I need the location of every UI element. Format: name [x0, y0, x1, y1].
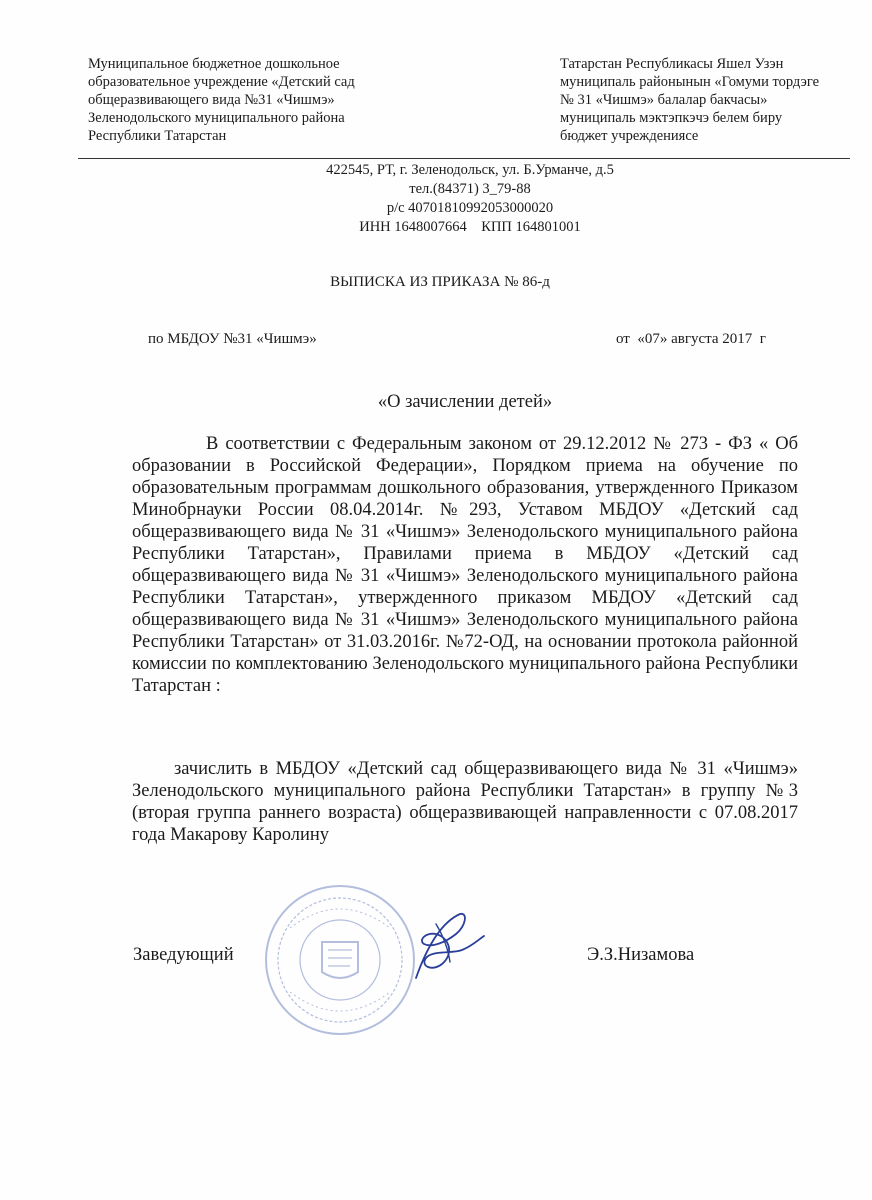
order-subject: «О зачислении детей» — [377, 392, 553, 412]
header-institution-tt: Татарстан Республикасы Яшел Узэн муниципаль районынын «Гомуми тордэге № 31 «Чишмэ» балалар бакчасы» муниципаль мэктэпкэчэ белем биру бюджет учреждениясе — [560, 56, 820, 144]
order-body-paragraph: В соответствии с Федеральным законом от 29.12.2012 № 273 - ФЗ « Об образовании в Российской Федерации», Порядком приема на обучение по образовательным программам дошкольного образования, утвержденного Приказом Минобрнауки России 08.04.2014г. №293, Уставом МБДОУ «Детский сад общеразвивающего вида № 31 «Чишмэ» Зеленодольского муниципального района Республики Татарстан», Правилами приема в МБДОУ «Детский сад общеразвивающего вида № 31 «Чишмэ» Зеленодольского муниципального района Республики Татарстан», утвержденного приказом МБДОУ «Детский сад общеразвивающего вида № 31 «Чишмэ» Зеленодольского муниципального района Республики Татарстан» от 31.03.2016г. №72-ОД, на основании протокола районной комиссии по комплектованию Зеленодольского муниципального района Республики Татарстан : — [132, 434, 798, 696]
signatory-role: Заведующий — [133, 945, 234, 965]
header-institution-ru: Муниципальное бюджетное дошкольное образовательное учреждение «Детский сад общеразвивающего вида №31 «Чишмэ» Зеленодольского муниципального района Республики Татарстан — [88, 56, 355, 144]
tax-ids-line: ИНН 1648007664 КПП 164801001 — [359, 219, 581, 235]
signatory-name: Э.З.Низамова — [587, 945, 695, 965]
enrollment-paragraph: зачислить в МБДОУ «Детский сад общеразвивающего вида № 31 «Чишмэ» Зеленодольского муниципального района Республики Татарстан» в группу №3 (вторая группа раннего возраста) общеразвивающей направленности с 07.08.2017 года Макарову Каролину — [132, 759, 798, 845]
document-title: ВЫПИСКА ИЗ ПРИКАЗА № 86-д — [330, 274, 550, 290]
handwritten-signature-icon — [402, 904, 490, 988]
issuing-organization: по МБДОУ №31 «Чишмэ» — [148, 331, 317, 347]
header-divider — [78, 158, 850, 159]
address-block — [260, 161, 680, 237]
official-stamp-icon — [260, 880, 420, 1040]
address-line: 422545, РТ, г. Зеленодольск, ул. Б.Урманче, д.5 — [326, 162, 614, 178]
phone-line: тел.(84371) 3_79-88 — [409, 181, 531, 197]
order-date: от «07» августа 2017 г — [616, 331, 766, 347]
bank-account-line: р/с 40701810992053000020 — [386, 200, 554, 216]
